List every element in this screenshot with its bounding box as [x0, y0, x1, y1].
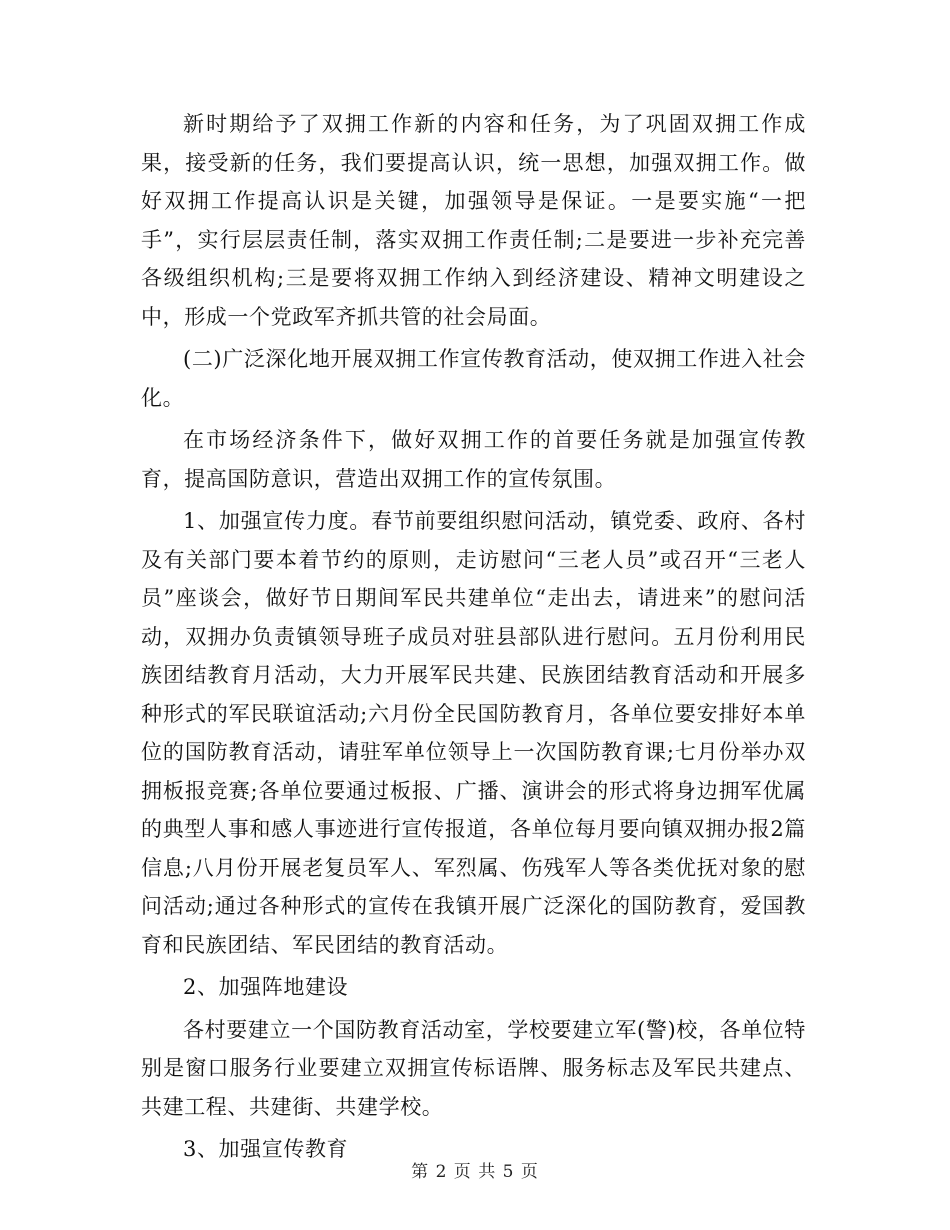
document-body	[141, 105, 806, 1169]
paragraph-market-economy: 在市场经济条件下，做好双拥工作的首要任务就是加强宣传教育，提高国防意识，营造出双拥工作的宣传氛围。	[141, 428, 806, 491]
paragraph-section-heading: (二)广泛深化地开展双拥工作宣传教育活动，使双拥工作进入社会化。	[141, 347, 806, 410]
paragraph-intro: 新时期给予了双拥工作新的内容和任务，为了巩固双拥工作成果，接受新的任务，我们要提高认识，统一思想，加强双拥工作。做好双拥工作提高认识是关键，加强领导是保证。一是要实施“一把手”，实行层层责任制，落实双拥工作责任制;二是要进一步补充完善各级组织机构;三是要将双拥工作纳入到经济建设、精神文明建设之中，形成一个党政军齐抓共管的社会局面。	[141, 112, 806, 329]
paragraph-item-3-heading: 3、加强宣传教育	[183, 1137, 349, 1161]
paragraph-item-2-heading: 2、加强阵地建设	[183, 975, 349, 999]
paragraph-item-1: 1、加强宣传力度。春节前要组织慰问活动，镇党委、政府、各村及有关部门要本着节约的原则，走访慰问“三老人员”或召开“三老人员”座谈会，做好节日期间军民共建单位“走出去，请进来”的慰问活动，双拥办负责镇领导班子成员对驻县部队进行慰问。五月份利用民族团结教育月活动，大力开展军民共建、民族团结教育活动和开展多种形式的军民联谊活动;六月份全民国防教育月，各单位要安排好本单位的国防教育活动，请驻军单位领导上一次国防教育课;七月份举办双拥板报竞赛;各单位要通过板报、广播、演讲会的形式将身边拥军优属的典型人事和感人事迹进行宣传报道，各单位每月要向镇双拥办报2篇信息;八月份开展老复员军人、军烈属、伤残军人等各类优抚对象的慰问活动;通过各种形式的宣传在我镇开展广泛深化的国防教育，爱国教育和民族团结、军民团结的教育活动。	[141, 509, 806, 957]
paragraph-item-2-body: 各村要建立一个国防教育活动室，学校要建立军(警)校，各单位特别是窗口服务行业要建立双拥宣传标语牌、服务标志及军民共建点、共建工程、共建街、共建学校。	[141, 1017, 806, 1119]
page-number-footer: 第 2 页 共 5 页	[411, 1162, 539, 1182]
